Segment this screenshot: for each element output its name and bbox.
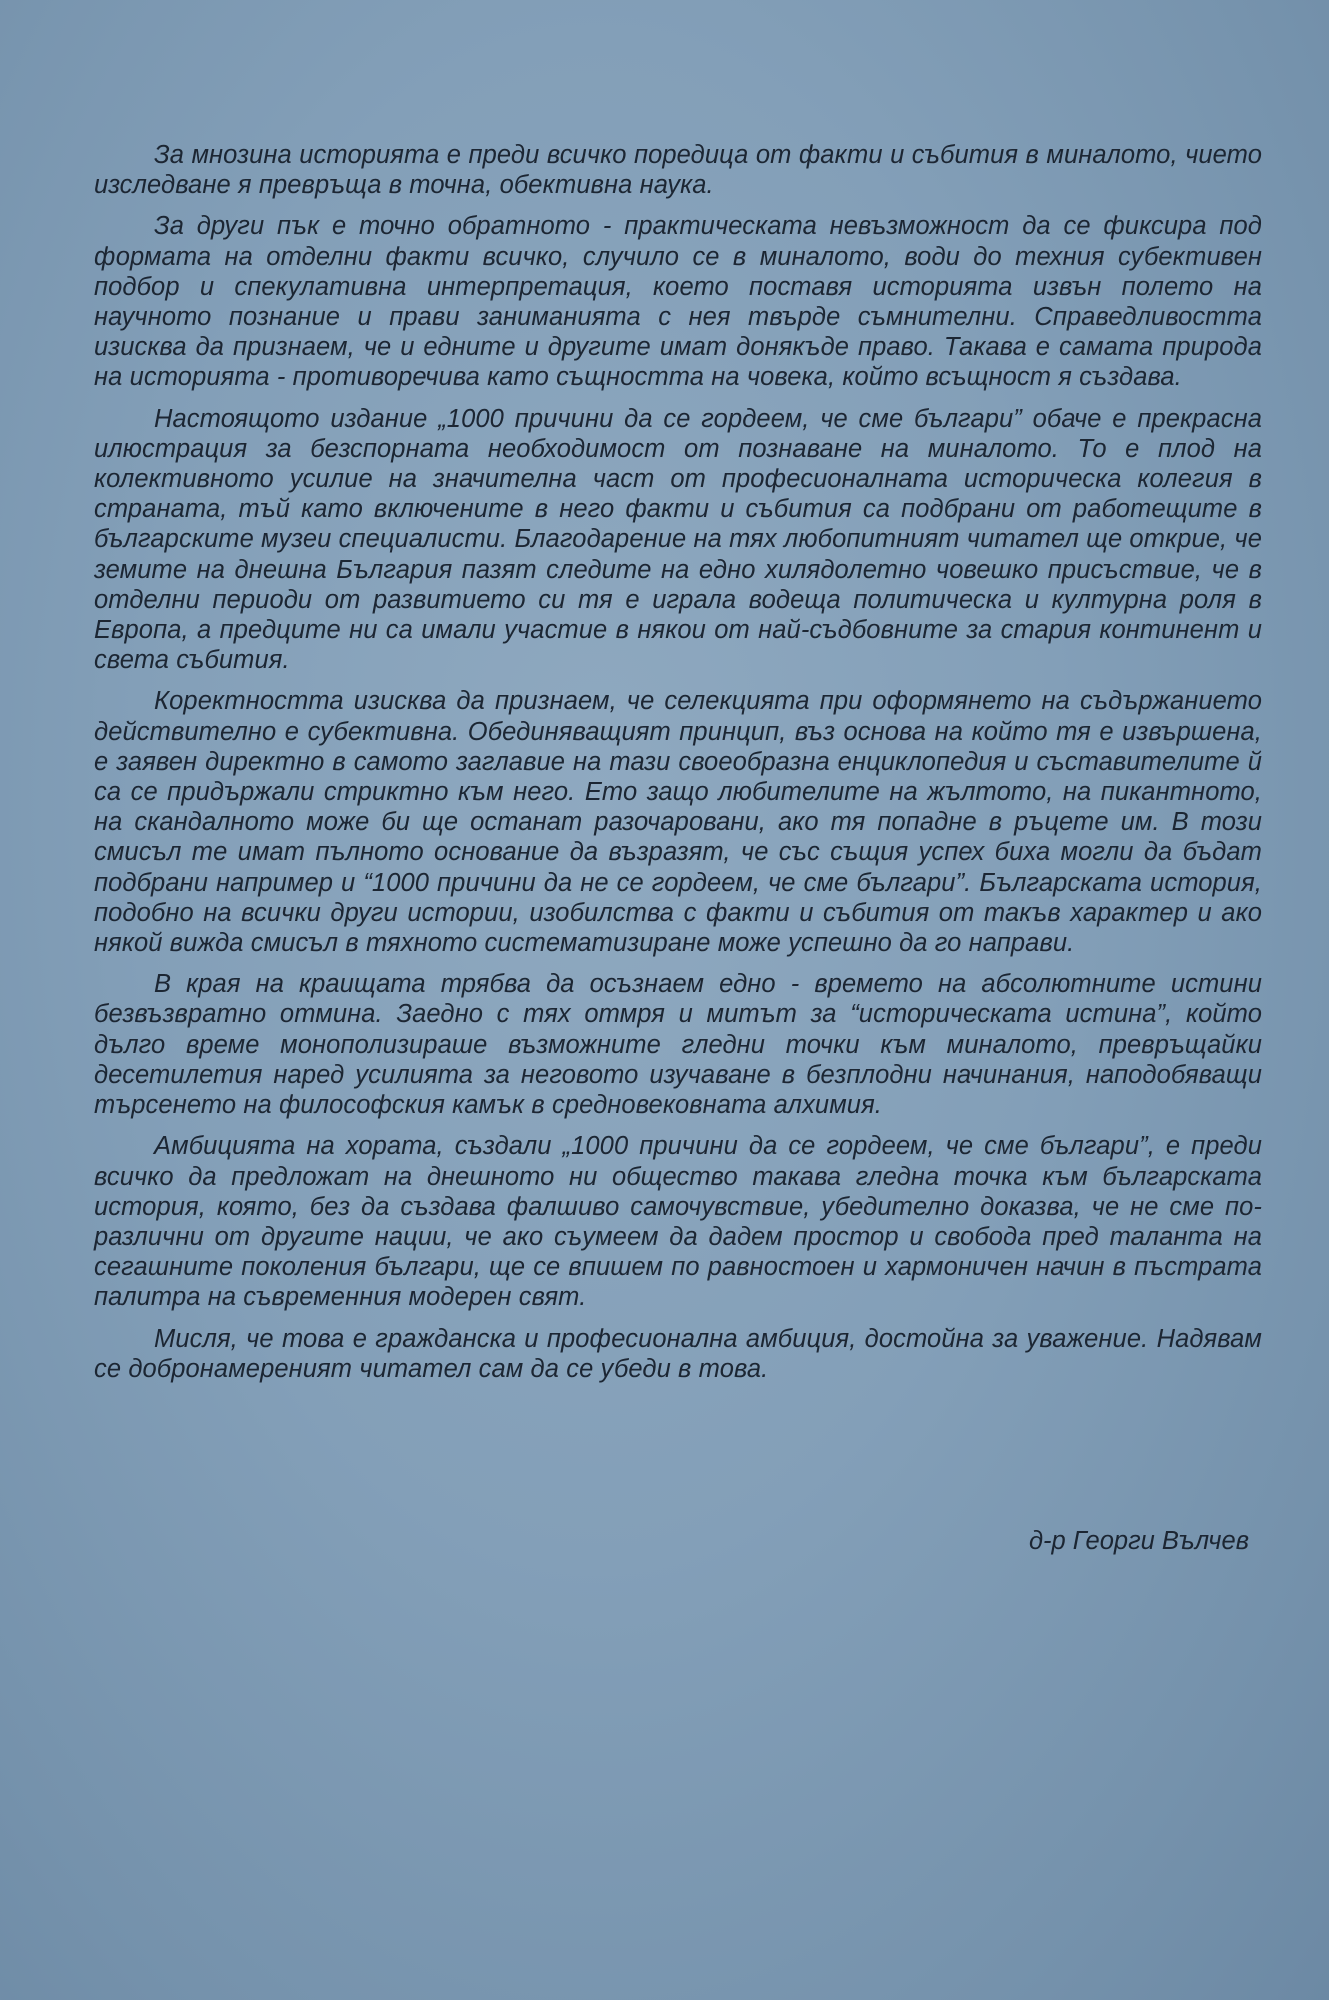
paragraph-5: В края на краищата трябва да осъзнаем едно - времето на абсолютните истини безвъзвратно отмина. Заедно с тях отмря и митът за “историческата истина”, който дълго време монополизираше възможните гледни точки към миналото, превръщайки десетилетия наред усилията за неговото изучаване в безплодни начинания, наподобяващи търсенето на философския камък в средновековната алхимия. <box>94 970 1262 1120</box>
paragraph-4: Коректността изисква да признаем, че селекцията при оформянето на съдържанието действително е субективна. Обединяващият принцип, въз основа на който тя е извършена, е заявен директно в самото заглавие на тази своеобразна енциклопедия и съставителите й са се придържали стриктно към него. Ето защо любителите на жълтото, на пикантното, на скандалното може би ще останат разочаровани, ако тя попадне в ръцете им. В този смисъл те имат пълното основание да възразят, че със същия успех биха могли да бъдат подбрани например и “1000 причини да не се гордеем, че сме българи”. Българската история, подобно на всички други истории, изобилства с факти и събития от такъв характер и ако някой вижда смисъл в тяхното систематизиране може успешно да го направи. <box>94 687 1262 958</box>
paragraph-3: Настоящото издание „1000 причини да се гордеем, че сме българи” обаче е прекрасна илюстрация за безспорната необходимост от познаване на миналото. То е плод на колективното усилие на значителна част от професионалната историческа колегия в страната, тъй като включените в него факти и събития са подбрани от работещите в българските музеи специалисти. Благодарение на тях любопитният читател ще открие, че земите на днешна България пазят следите на едно хилядолетно човешко присъствие, че в отделни периоди от развитието си тя е играла водеща политическа и културна роля в Европа, а предците ни са имали участие в някои от най-съдбовните за стария континент и света събития. <box>94 404 1262 675</box>
author-signature: д-р Георги Вълчев <box>1028 1527 1249 1555</box>
paragraph-1: За мнозина историята е преди всичко поредица от факти и събития в миналото, чието изследване я превръща в точна, обективна наука. <box>94 141 1262 200</box>
paragraph-6: Амбицията на хората, създали „1000 причини да се гордеем, че сме българи”, е преди всичко да предложат на днешното ни общество такава гледна точка към българската история, която, без да създава фалшиво самочувствие, убедително доказва, че не сме по-различни от другите нации, че ако съумеем да дадем простор и свобода пред таланта на сегашните поколения българи, ще се впишем по равностоен и хармоничен начин в пъстрата палитра на съвременния модерен свят. <box>94 1132 1262 1312</box>
paragraph-2: За други пък е точно обратното - практическата невъзможност да се фиксира под формата на отделни факти всичко, случило се в миналото, води до техния субективен подбор и спекулативна интерпретация, което поставя историята извън полето на научното познание и прави заниманията с нея твърде съмнителни. Справедливостта изисква да признаем, че и едните и другите имат донякъде право. Такава е самата природа на историята - противоречива като същността на човека, който всъщност я създава. <box>94 212 1262 392</box>
paragraph-7: Мисля, че това е гражданска и професионална амбиция, достойна за уважение. Надявам се добронамереният читател сам да се убеди в това. <box>94 1324 1262 1383</box>
document-body <box>94 140 1262 1395</box>
